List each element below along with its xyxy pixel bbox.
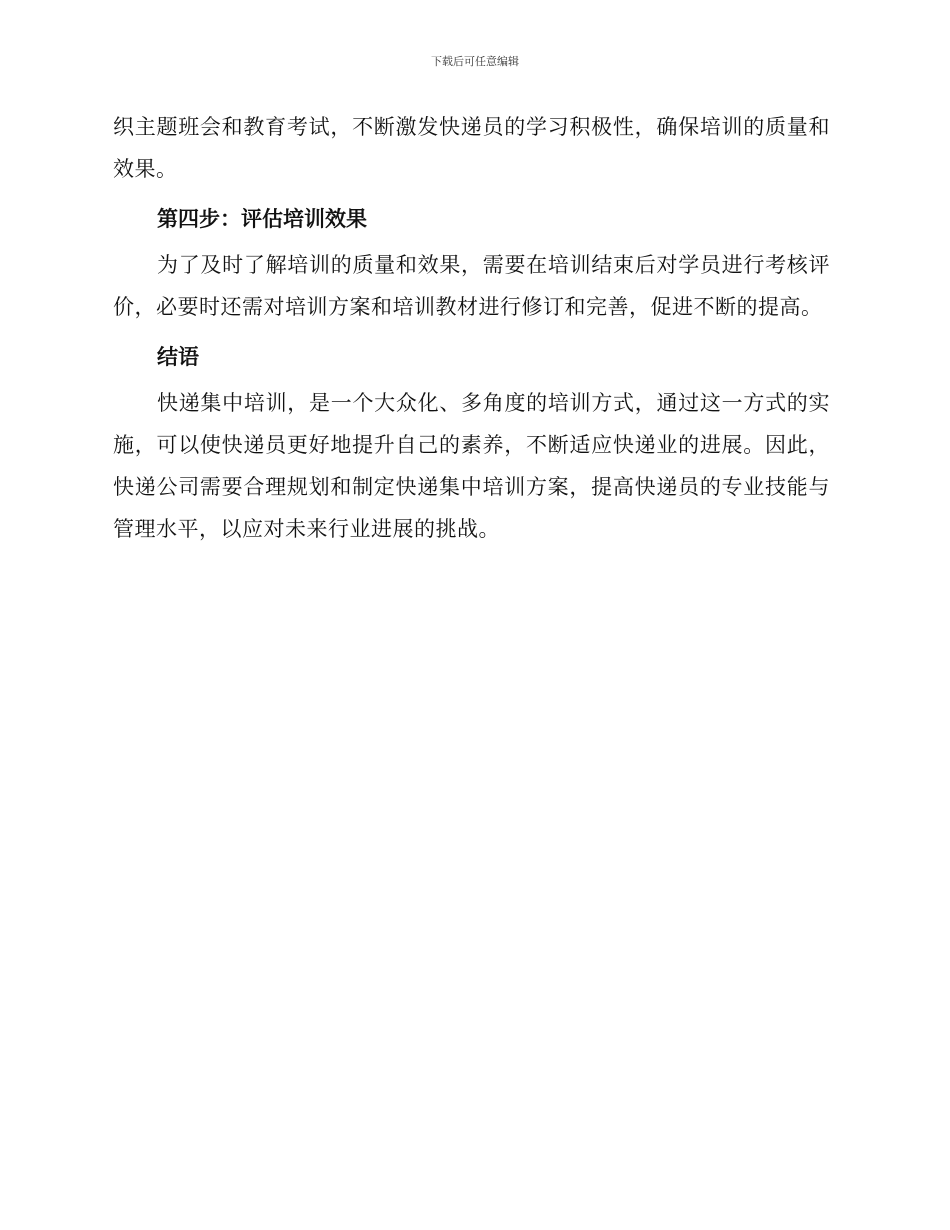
section-heading-conclusion: 结语 <box>157 345 199 369</box>
paragraph-conclusion: 快递集中培训，是一个大众化、多角度的培训方式，通过这一方式的实施，可以使快递员更好地提升自己的素养，不断适应快递业的进展。因此，快递公司需要合理规划和制定快递集中培训方案，提高快递员的专业技能与管理水平，以应对未来行业进展的挑战。 <box>113 391 830 541</box>
section-heading-step4: 第四步：评估培训效果 <box>157 207 367 231</box>
page-header: 下载后可任意编辑 <box>431 55 519 68</box>
document-body <box>113 106 830 550</box>
paragraph-continuation: 织主题班会和教育考试，不断激发快递员的学习积极性，确保培训的质量和效果。 <box>113 115 830 181</box>
paragraph-evaluation: 为了及时了解培训的质量和效果，需要在培训结束后对学员进行考核评价，必要时还需对培训方案和培训教材进行修订和完善，促进不断的提高。 <box>113 253 830 319</box>
